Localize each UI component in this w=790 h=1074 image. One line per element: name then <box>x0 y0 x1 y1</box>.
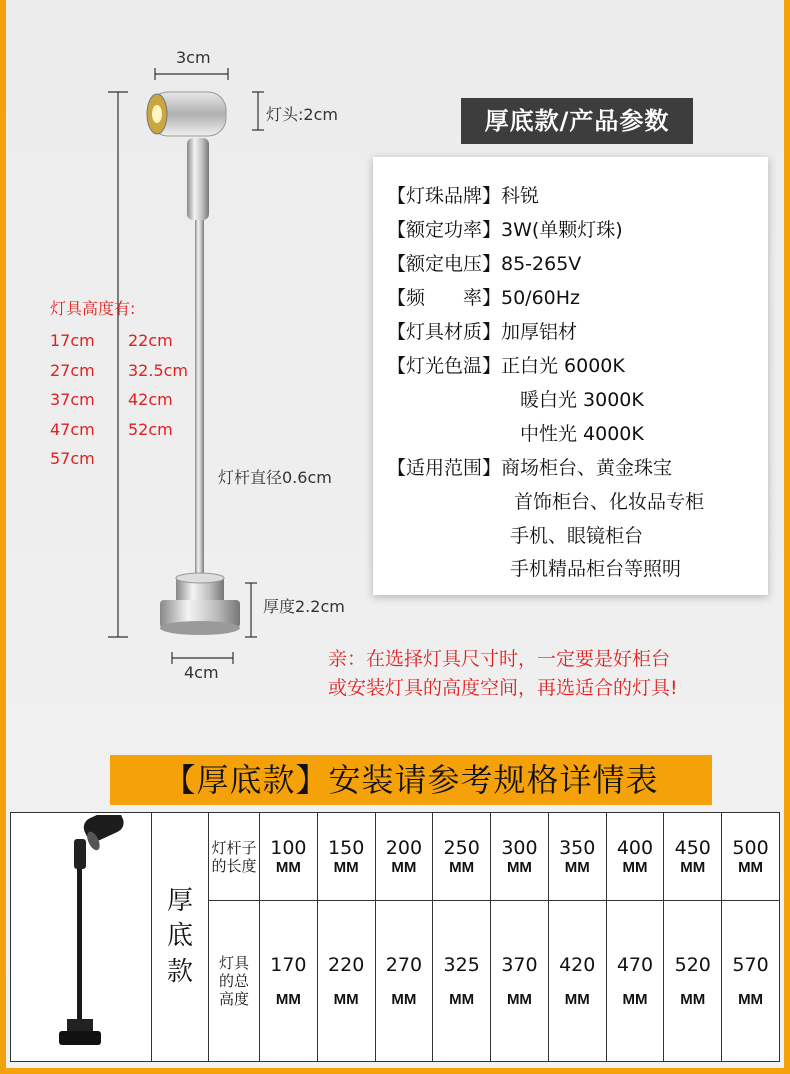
unit: MM <box>275 990 301 1008</box>
unit: MM <box>449 990 475 1008</box>
note-line-1: 亲：在选择灯具尺寸时，一定要是好柜台 <box>328 648 671 670</box>
spec-application: 【适用范围】商场柜台、黄金珠宝 <box>387 457 673 479</box>
total-height-label: 灯具的总高度 <box>218 954 249 1008</box>
install-banner: 【厚底款】安装请参考规格详情表 <box>110 755 712 805</box>
spec-color-temp-warm: 暖白光 3000K <box>520 389 644 411</box>
height-value: 47cm <box>50 419 95 439</box>
total-height-cell <box>260 901 318 1062</box>
spec-title: 厚底款/产品参数 <box>461 98 693 144</box>
height-value: 37cm <box>50 390 95 409</box>
height-value: 27cm <box>50 360 95 380</box>
unit: MM <box>738 859 764 877</box>
black-lamp-image <box>31 815 131 1055</box>
rod-length-value: 350 <box>559 836 596 859</box>
height-value: 32.5cm <box>128 360 189 380</box>
spec-brand: 【灯珠品牌】科锐 <box>387 185 540 207</box>
rod-length-cell <box>722 813 780 901</box>
total-height-header <box>209 901 260 1062</box>
total-height-value: 170 <box>270 954 307 977</box>
rod-length-value: 100 <box>270 836 307 859</box>
base-thickness-label: 厚度2.2cm <box>263 597 345 616</box>
unit: MM <box>564 990 590 1008</box>
unit: MM <box>622 990 648 1008</box>
rod-length-cell <box>548 813 606 901</box>
total-height-cell <box>548 901 606 1062</box>
unit: MM <box>275 859 301 877</box>
rod-length-value: 500 <box>732 836 769 859</box>
product-image-cell <box>11 813 152 1062</box>
rod-length-value: 200 <box>385 836 423 859</box>
bottom-width-label: 4cm <box>184 663 219 682</box>
rod-length-header <box>209 813 260 901</box>
rod-length-cell <box>317 813 375 901</box>
total-height-cell <box>722 901 780 1062</box>
height-value: 57cm <box>50 449 95 468</box>
spec-voltage: 【额定电压】85-265V <box>387 253 582 275</box>
unit: MM <box>738 990 764 1008</box>
top-width-label: 3cm <box>176 48 211 67</box>
rod-length-value: 450 <box>674 836 711 859</box>
total-height-value: 220 <box>328 954 365 977</box>
spec-material: 【灯具材质】加厚铝材 <box>387 321 578 343</box>
rod-length-cell <box>260 813 318 901</box>
heights-title: 灯具高度有: <box>50 299 136 318</box>
height-value: 22cm <box>128 331 173 350</box>
note-line-2: 或安装灯具的高度空间，再选适合的灯具! <box>328 677 678 699</box>
spec-color-temp-neutral: 中性光 4000K <box>520 423 644 445</box>
total-height-value: 520 <box>674 954 711 977</box>
rod-length-cell <box>606 813 664 901</box>
spec-panel <box>373 157 768 595</box>
total-height-cell <box>317 901 375 1062</box>
spec-application-2: 首饰柜台、化妆品专柜 <box>514 491 705 513</box>
total-height-value: 325 <box>443 954 480 977</box>
rod-length-value: 150 <box>328 836 365 859</box>
total-height-cell <box>606 901 664 1062</box>
height-value: 42cm <box>128 390 173 409</box>
unit: MM <box>449 859 475 877</box>
height-value: 52cm <box>128 419 173 439</box>
spec-power: 【额定功率】3W(单颗灯珠) <box>387 219 623 241</box>
rod-length-cell <box>433 813 491 901</box>
unit: MM <box>391 859 417 877</box>
rod-length-cell <box>664 813 722 901</box>
total-height-cell <box>664 901 722 1062</box>
unit: MM <box>333 990 359 1008</box>
unit: MM <box>680 859 706 877</box>
spec-application-3: 手机、眼镜柜台 <box>510 525 644 547</box>
unit: MM <box>391 990 417 1008</box>
rod-length-cell <box>375 813 433 901</box>
rod-diameter-label: 灯杆直径0.6cm <box>218 468 332 487</box>
rod-length-label: 灯杆子的长度 <box>211 838 257 875</box>
total-height-cell <box>491 901 549 1062</box>
rod-length-value: 400 <box>616 836 654 859</box>
total-height-cell <box>375 901 433 1062</box>
unit: MM <box>564 859 590 877</box>
model-label: 厚底款 <box>167 886 194 987</box>
total-height-value: 270 <box>385 954 423 977</box>
total-height-value: 420 <box>559 954 596 977</box>
total-height-value: 370 <box>501 954 538 977</box>
spec-application-4: 手机精品柜台等照明 <box>510 558 682 580</box>
heights-list <box>50 326 188 474</box>
total-height-value: 570 <box>732 954 769 977</box>
unit: MM <box>622 859 648 877</box>
spec-frequency: 【频 率】50/60Hz <box>387 287 581 309</box>
rod-length-value: 300 <box>501 836 538 859</box>
height-value: 17cm <box>50 331 95 350</box>
rod-length-cell <box>491 813 549 901</box>
rod-length-value: 250 <box>443 836 480 859</box>
spec-table <box>10 812 780 1062</box>
total-height-cell <box>433 901 491 1062</box>
unit: MM <box>506 859 532 877</box>
unit: MM <box>333 859 359 877</box>
spec-color-temp: 【灯光色温】正白光 6000K <box>387 355 625 377</box>
head-height-label: 灯头:2cm <box>266 105 338 124</box>
unit: MM <box>680 990 706 1008</box>
unit: MM <box>506 990 532 1008</box>
total-height-value: 470 <box>616 954 654 977</box>
model-cell <box>152 813 209 1062</box>
